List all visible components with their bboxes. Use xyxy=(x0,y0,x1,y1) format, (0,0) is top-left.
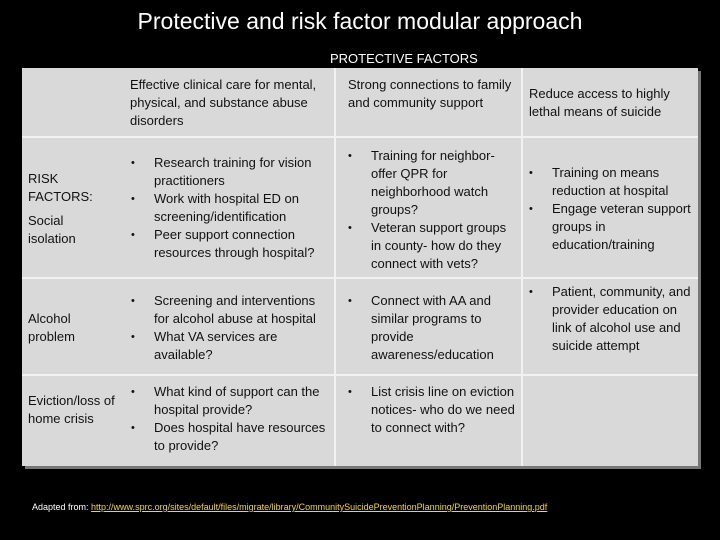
row-divider xyxy=(22,374,698,376)
alcohol-clinical-cell xyxy=(129,292,329,364)
source-link[interactable]: http://www.sprc.org/sites/default/files/migrate/library/CommunitySuicidePreventionPlanning/PreventionPlanning.pdf xyxy=(91,502,548,512)
list-item: • What VA services are available? xyxy=(129,328,329,364)
risk-factors-label: RISK FACTORS: xyxy=(28,171,93,204)
row-label-social-isolation: Social isolation xyxy=(28,213,76,246)
list-item: • What kind of support can the hospital provide? xyxy=(129,383,337,419)
list-item: • Training for neighbor-offer QPR for neighborhood watch groups? xyxy=(346,147,518,219)
row-divider xyxy=(22,136,698,138)
column-header-connections: Strong connections to family and community support xyxy=(348,77,512,110)
social-connections-cell xyxy=(346,147,518,273)
column-divider xyxy=(521,68,523,466)
slide-title: Protective and risk factor modular approach xyxy=(137,8,583,34)
eviction-connections-cell xyxy=(346,383,518,437)
alcohol-means-cell xyxy=(527,283,697,355)
row-label-alcohol-problem: Alcohol problem xyxy=(28,311,75,344)
list-item: • Patient, community, and provider education on link of alcohol use and suicide attempt xyxy=(527,283,697,355)
list-item: • Veteran support groups in county- how do they connect with vets? xyxy=(346,219,518,273)
alcohol-connections-cell xyxy=(346,292,514,364)
list-item: • Engage veteran support groups in education/training xyxy=(527,200,697,254)
social-clinical-cell xyxy=(129,154,329,262)
list-item: • Screening and interventions for alcohol abuse at hospital xyxy=(129,292,329,328)
list-item: • List crisis line on eviction notices- who do we need to connect with? xyxy=(346,383,518,437)
source-citation xyxy=(32,502,712,512)
eviction-clinical-cell xyxy=(129,383,337,455)
protective-factors-heading: PROTECTIVE FACTORS xyxy=(330,51,478,66)
factors-table xyxy=(22,68,698,466)
citation-prefix: Adapted from: xyxy=(32,502,92,512)
list-item: • Training on means reduction at hospital xyxy=(527,164,697,200)
list-item: • Work with hospital ED on screening/identification xyxy=(129,190,329,226)
list-item: • Does hospital have resources to provide? xyxy=(129,419,337,455)
social-means-cell xyxy=(527,164,697,254)
column-header-clinical-care: Effective clinical care for mental, physical, and substance abuse disorders xyxy=(130,77,317,128)
row-divider xyxy=(22,277,698,279)
row-label-eviction: Eviction/loss of home crisis xyxy=(28,393,115,426)
column-header-reduce-access: Reduce access to highly lethal means of suicide xyxy=(529,86,670,119)
list-item: • Connect with AA and similar programs to provide awareness/education xyxy=(346,292,514,364)
list-item: • Peer support connection resources through hospital? xyxy=(129,226,329,262)
list-item: • Research training for vision practitioners xyxy=(129,154,329,190)
